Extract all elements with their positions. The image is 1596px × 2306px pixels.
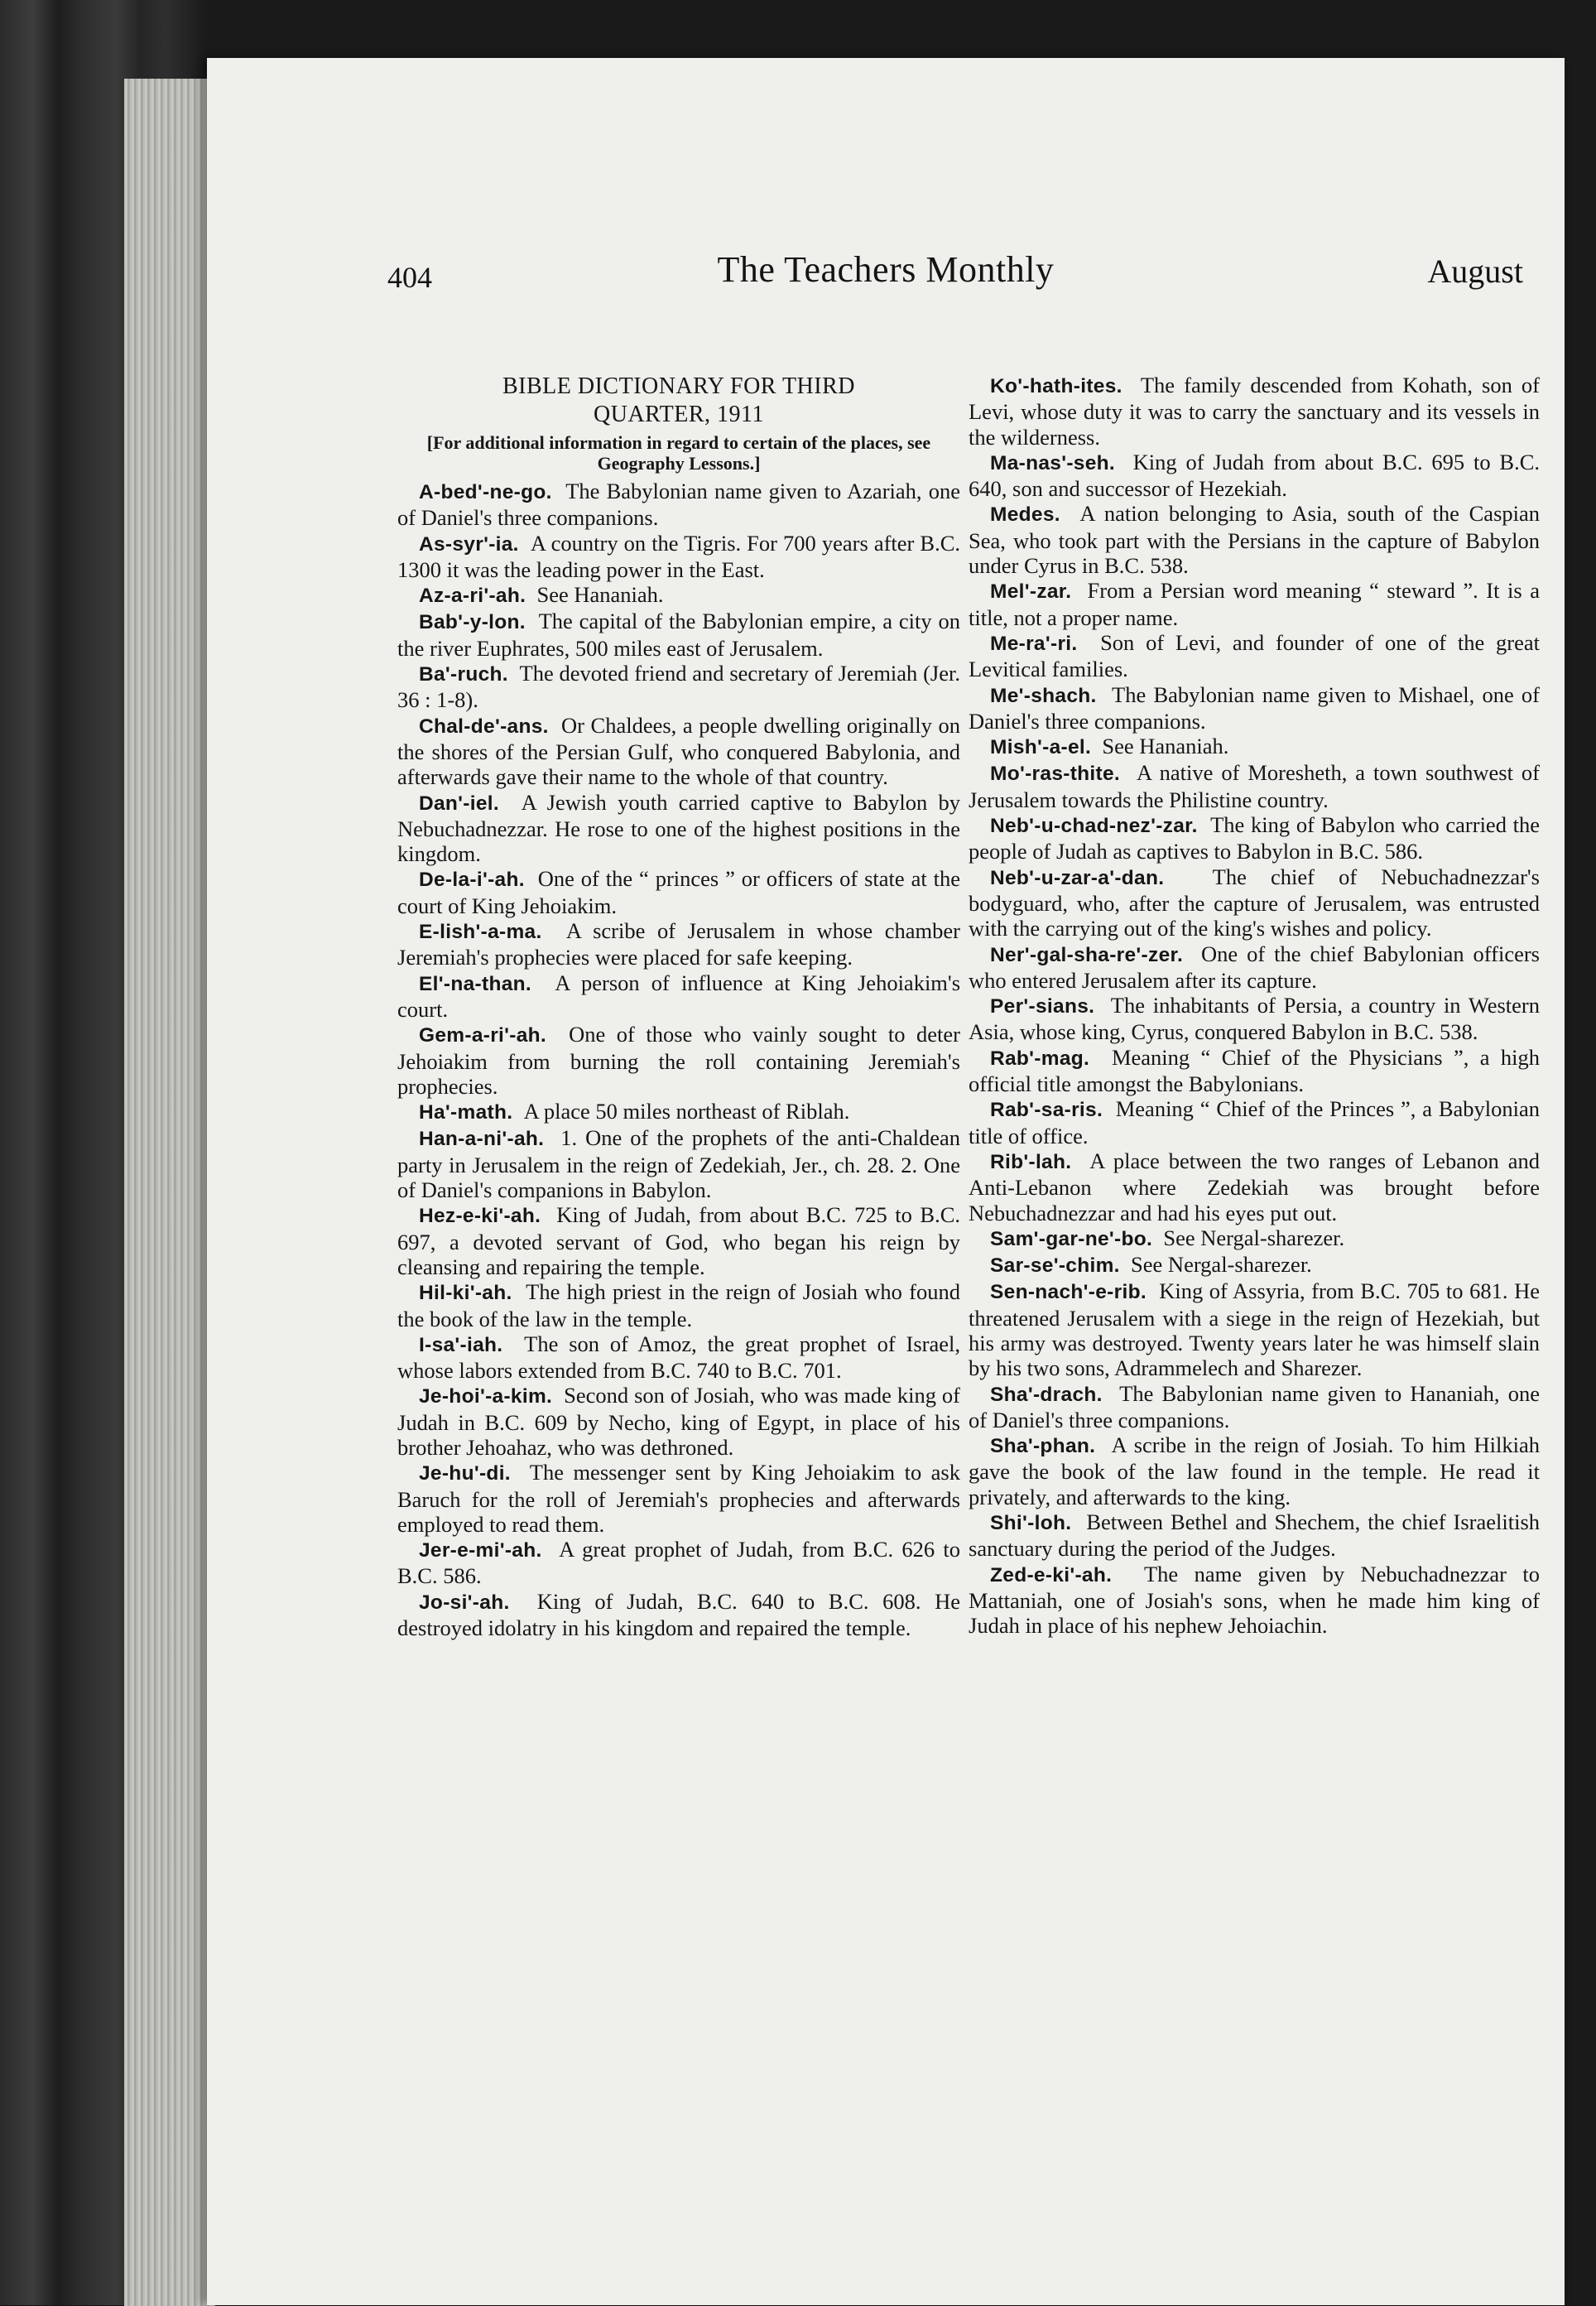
dictionary-entry bbox=[397, 1125, 960, 1202]
dictionary-entry bbox=[397, 1331, 960, 1384]
entry-term: Neb'-u-chad-nez'-zar. bbox=[990, 815, 1198, 838]
dictionary-entry bbox=[397, 609, 960, 661]
entry-term: Mish'-a-el. bbox=[990, 736, 1092, 759]
entry-term: Sha'-phan. bbox=[990, 1435, 1096, 1458]
entry-definition: Second son of Josiah, who was made king of Judah in B.C. 609 by Necho, king of Egypt, in place of his brother Jehoahaz, who was dethroned. bbox=[397, 1383, 961, 1460]
entry-term: Rib'-lah. bbox=[990, 1150, 1072, 1173]
right-entry-list bbox=[969, 373, 1540, 1639]
dictionary-entry bbox=[397, 661, 960, 713]
dictionary-entry bbox=[397, 713, 960, 790]
entry-definition: A place 50 miles northeast of Riblah. bbox=[523, 1099, 850, 1124]
entry-term: Bab'-y-lon. bbox=[419, 611, 526, 634]
entry-definition: See Nergal-sharezer. bbox=[1163, 1225, 1345, 1250]
dictionary-title-line1: BIBLE DICTIONARY FOR THIRD bbox=[502, 373, 855, 399]
entry-definition: King of Assyria, from B.C. 705 to 681. He threatened Jerusalem with a siege in the reign of Hezekiah, but his army was destroyed. Twenty years later he was himself slain by his two sons, Adrammelech and Sharezer. bbox=[969, 1278, 1540, 1381]
entry-definition: The king of Babylon who carried the people of Judah as captives to Babylon in B.C. 586. bbox=[969, 812, 1541, 864]
right-column bbox=[969, 373, 1540, 1639]
entry-term: Sen-nach'-e-rib. bbox=[990, 1281, 1147, 1304]
page-stack-edge bbox=[124, 79, 215, 2306]
entry-definition: Or Chaldees, a people dwelling originally on the shores of the Persian Gulf, who conquered Babylonia, and afterwards gave their name to the whole of that country. bbox=[397, 712, 960, 790]
entry-definition: The capital of the Babylonian empire, a city on the river Euphrates, 500 miles east of Jerusalem. bbox=[397, 609, 960, 661]
entry-term: Ner'-gal-sha-re'-zer. bbox=[990, 943, 1184, 966]
entry-term: Mo'-ras-thite. bbox=[990, 763, 1121, 786]
entry-definition: A great prophet of Judah, from B.C. 626 to B.C. 586. bbox=[397, 1537, 960, 1589]
dictionary-entry bbox=[969, 578, 1540, 630]
entry-term: Ko'-hath-ites. bbox=[990, 375, 1122, 397]
entry-term: Shi'-loh. bbox=[990, 1512, 1072, 1535]
dictionary-title bbox=[397, 373, 960, 429]
entry-term: A-bed'-ne-go. bbox=[419, 481, 552, 503]
entry-definition: Between Bethel and Shechem, the chief Israelitish sanctuary during the period of the Judges. bbox=[969, 1509, 1541, 1562]
dictionary-entry bbox=[969, 450, 1540, 502]
entry-definition: A scribe in the reign of Josiah. To him Hilkiah gave the book of the law found in the temple. He read it privately, and afterwards to the king. bbox=[969, 1432, 1541, 1509]
dictionary-entry bbox=[397, 790, 960, 867]
entry-definition: King of Judah, B.C. 640 to B.C. 608. He destroyed idolatry in his kingdom and repaired the temple. bbox=[397, 1588, 960, 1641]
entry-term: Neb'-u-zar-a'-dan. bbox=[990, 866, 1165, 889]
running-title: The Teachers Monthly bbox=[717, 249, 1055, 290]
dictionary-entry bbox=[397, 1537, 960, 1589]
dictionary-note: [For additional information in regard to certain of the places, see Geography Lessons.] bbox=[426, 432, 931, 474]
running-month: August bbox=[1427, 253, 1523, 290]
dictionary-entry bbox=[969, 682, 1540, 734]
dictionary-entry bbox=[397, 1589, 960, 1641]
dictionary-entry bbox=[969, 1509, 1540, 1562]
entry-definition: One of the chief Babylonian officers who entered Jerusalem after its capture. bbox=[969, 941, 1540, 993]
entry-term: El'-na-than. bbox=[419, 972, 532, 995]
dictionary-entry bbox=[969, 1278, 1540, 1380]
entry-term: Zed-e-ki'-ah. bbox=[990, 1563, 1113, 1586]
dictionary-entry bbox=[397, 531, 960, 583]
dictionary-entry bbox=[969, 941, 1540, 994]
dictionary-entry bbox=[969, 1252, 1540, 1278]
entry-definition: Son of Levi, and founder of one of the great Levitical families. bbox=[969, 629, 1541, 682]
dictionary-entry bbox=[969, 630, 1540, 682]
entry-definition: A Jewish youth carried captive to Babylon by Nebuchadnezzar. He rose to one of the highest positions in the kingdom. bbox=[397, 789, 961, 867]
entry-term: Chal-de'-ans. bbox=[419, 715, 549, 738]
page-number: 404 bbox=[387, 261, 432, 294]
entry-term: Medes. bbox=[990, 503, 1060, 527]
entry-definition: King of Judah, from about B.C. 725 to B.C. 697, a devoted servant of God, who began his reign by cleansing and repairing the temple. bbox=[397, 1202, 960, 1279]
dictionary-entry bbox=[397, 1202, 960, 1279]
entry-definition: The messenger sent by King Jehoiakim to ask Baruch for the roll of Jeremiah's prophecies and afterwards employed to read them. bbox=[397, 1460, 960, 1537]
entry-definition: The Babylonian name given to Hananiah, one of Daniel's three companions. bbox=[969, 1380, 1541, 1432]
entry-definition: One of those who vainly sought to deter Jehoiakim from burning the roll containing Jeremiah's prophecies. bbox=[397, 1022, 961, 1099]
dictionary-entry bbox=[969, 1225, 1540, 1252]
entry-definition: The chief of Nebuchadnezzar's bodyguard, who, after the capture of Jerusalem, was entrusted with the carrying out of the king's wishes and policy. bbox=[969, 864, 1540, 941]
dictionary-entry bbox=[969, 1148, 1540, 1225]
entry-definition: The Babylonian name given to Azariah, one of Daniel's three companions. bbox=[397, 479, 960, 531]
entry-definition: A native of Moresheth, a town southwest of Jerusalem towards the Philistine country. bbox=[969, 760, 1540, 812]
dictionary-title-line2: QUARTER, 1911 bbox=[594, 402, 764, 427]
entry-term: Je-hu'-di. bbox=[419, 1462, 511, 1485]
entry-definition: A place between the two ranges of Lebanon and Anti-Lebanon where Zedekiah was brought before Nebuchadnezzar and had his eyes put out. bbox=[969, 1148, 1540, 1225]
entry-term: Sar-se'-chim. bbox=[990, 1254, 1120, 1278]
dictionary-entry bbox=[397, 479, 960, 531]
dictionary-entry bbox=[969, 373, 1540, 450]
entry-term: Gem-a-ri'-ah. bbox=[419, 1024, 547, 1047]
right-shadow bbox=[1560, 0, 1596, 2305]
dictionary-entry bbox=[397, 918, 960, 970]
entry-term: De-la-i'-ah. bbox=[419, 869, 525, 892]
entry-definition: 1. One of the prophets of the anti-Chaldean party in Jerusalem in the reign of Zedekiah, Jer., ch. 28. 2. One of Daniel's companions in Babylon. bbox=[397, 1125, 961, 1203]
entry-term: Me-ra'-ri. bbox=[990, 632, 1078, 655]
entry-term: Az-a-ri'-ah. bbox=[419, 585, 526, 608]
entry-definition: The family descended from Kohath, son of Levi, whose duty it was to carry the sanctuary and its vessels in the wilderness. bbox=[969, 373, 1540, 450]
entry-term: Me'-shach. bbox=[990, 684, 1097, 707]
dictionary-entry bbox=[397, 1099, 960, 1125]
left-column bbox=[397, 373, 960, 1640]
dictionary-entry bbox=[969, 734, 1540, 760]
entry-definition: One of the “ princes ” or officers of state at the court of King Jehoiakim. bbox=[397, 866, 960, 918]
entry-definition: A scribe of Jerusalem in whose chamber Jeremiah's prophecies were placed for safe keeping. bbox=[397, 918, 960, 970]
page-header bbox=[207, 248, 1565, 298]
entry-term: I-sa'-iah. bbox=[419, 1333, 503, 1356]
entry-term: Jo-si'-ah. bbox=[419, 1591, 510, 1614]
dictionary-entry bbox=[397, 582, 960, 609]
entry-term: Jer-e-mi'-ah. bbox=[419, 1539, 542, 1562]
entry-term: Hez-e-ki'-ah. bbox=[419, 1205, 541, 1228]
dictionary-entry bbox=[969, 864, 1540, 941]
entry-term: E-lish'-a-ma. bbox=[419, 921, 542, 944]
entry-term: Rab'-sa-ris. bbox=[990, 1099, 1103, 1122]
entry-definition: See Nergal-sharezer. bbox=[1131, 1252, 1312, 1278]
entry-term: Sam'-gar-ne'-bo. bbox=[990, 1227, 1153, 1250]
entry-term: Mel'-zar. bbox=[990, 580, 1072, 604]
entry-term: Ba'-ruch. bbox=[419, 663, 508, 686]
dictionary-entry bbox=[397, 1022, 960, 1099]
entry-definition: A country on the Tigris. For 700 years after B.C. 1300 it was the leading power in the East. bbox=[397, 530, 961, 582]
entry-definition: King of Judah from about B.C. 695 to B.C. 640, son and successor of Hezekiah. bbox=[969, 449, 1540, 502]
entry-definition: A person of influence at King Jehoiakim's court. bbox=[397, 970, 961, 1022]
dictionary-entry bbox=[969, 1432, 1540, 1509]
entry-definition: From a Persian word meaning “ steward ”. It is a title, not a proper name. bbox=[969, 578, 1540, 630]
entry-term: As-syr'-ia. bbox=[419, 532, 519, 556]
book-page bbox=[207, 58, 1565, 2305]
dictionary-entry bbox=[969, 812, 1540, 864]
dictionary-entry bbox=[969, 1562, 1540, 1639]
entry-definition: The devoted friend and secretary of Jeremiah (Jer. 36 : 1-8). bbox=[397, 661, 960, 713]
entry-definition: The son of Amoz, the great prophet of Israel, whose labors extended from B.C. 740 to B.C. 701. bbox=[397, 1331, 960, 1384]
entry-term: Hil-ki'-ah. bbox=[419, 1282, 512, 1305]
entry-term: Han-a-ni'-ah. bbox=[419, 1128, 545, 1151]
entry-definition: Meaning “ Chief of the Princes ”, a Babylonian title of office. bbox=[969, 1096, 1541, 1148]
entry-definition: The name given by Nebuchadnezzar to Mattaniah, one of Josiah's sons, when he made him king of Judah in place of his nephew Jehoiachin. bbox=[969, 1561, 1541, 1639]
entry-term: Ma-nas'-seh. bbox=[990, 451, 1116, 474]
entry-definition: See Hananiah. bbox=[1102, 734, 1229, 759]
entry-term: Ha'-math. bbox=[419, 1101, 513, 1124]
dictionary-entry bbox=[969, 501, 1540, 578]
entry-definition: A nation belonging to Asia, south of the Caspian Sea, who took part with the Persians in the capture of Babylon under Cyrus in B.C. 538. bbox=[969, 501, 1541, 579]
entry-definition: The inhabitants of Persia, a country in Western Asia, whose king, Cyrus, conquered Babylon in B.C. 538. bbox=[969, 993, 1540, 1045]
entry-definition: See Hananiah. bbox=[536, 582, 664, 608]
dictionary-entry bbox=[397, 1279, 960, 1331]
entry-definition: The high priest in the reign of Josiah who found the book of the law in the temple. bbox=[397, 1279, 960, 1331]
entry-term: Dan'-iel. bbox=[419, 792, 500, 815]
dictionary-entry bbox=[969, 760, 1540, 812]
entry-term: Rab'-mag. bbox=[990, 1047, 1090, 1070]
entry-term: Je-hoi'-a-kim. bbox=[419, 1385, 553, 1408]
entry-definition: The Babylonian name given to Mishael, one of Daniel's three companions. bbox=[969, 681, 1541, 734]
dictionary-entry bbox=[397, 1460, 960, 1537]
dictionary-entry bbox=[969, 1045, 1540, 1097]
dictionary-entry bbox=[969, 993, 1540, 1045]
dictionary-entry bbox=[397, 866, 960, 918]
left-entry-list bbox=[397, 479, 960, 1640]
dictionary-entry bbox=[397, 1383, 960, 1460]
entry-term: Sha'-drach. bbox=[990, 1383, 1103, 1406]
dictionary-entry bbox=[969, 1096, 1540, 1148]
entry-definition: Meaning “ Chief of the Physicians ”, a high official title amongst the Babylonians. bbox=[969, 1044, 1540, 1097]
dictionary-entry bbox=[969, 1381, 1540, 1433]
dictionary-entry bbox=[397, 970, 960, 1023]
entry-term: Per'-sians. bbox=[990, 995, 1095, 1018]
